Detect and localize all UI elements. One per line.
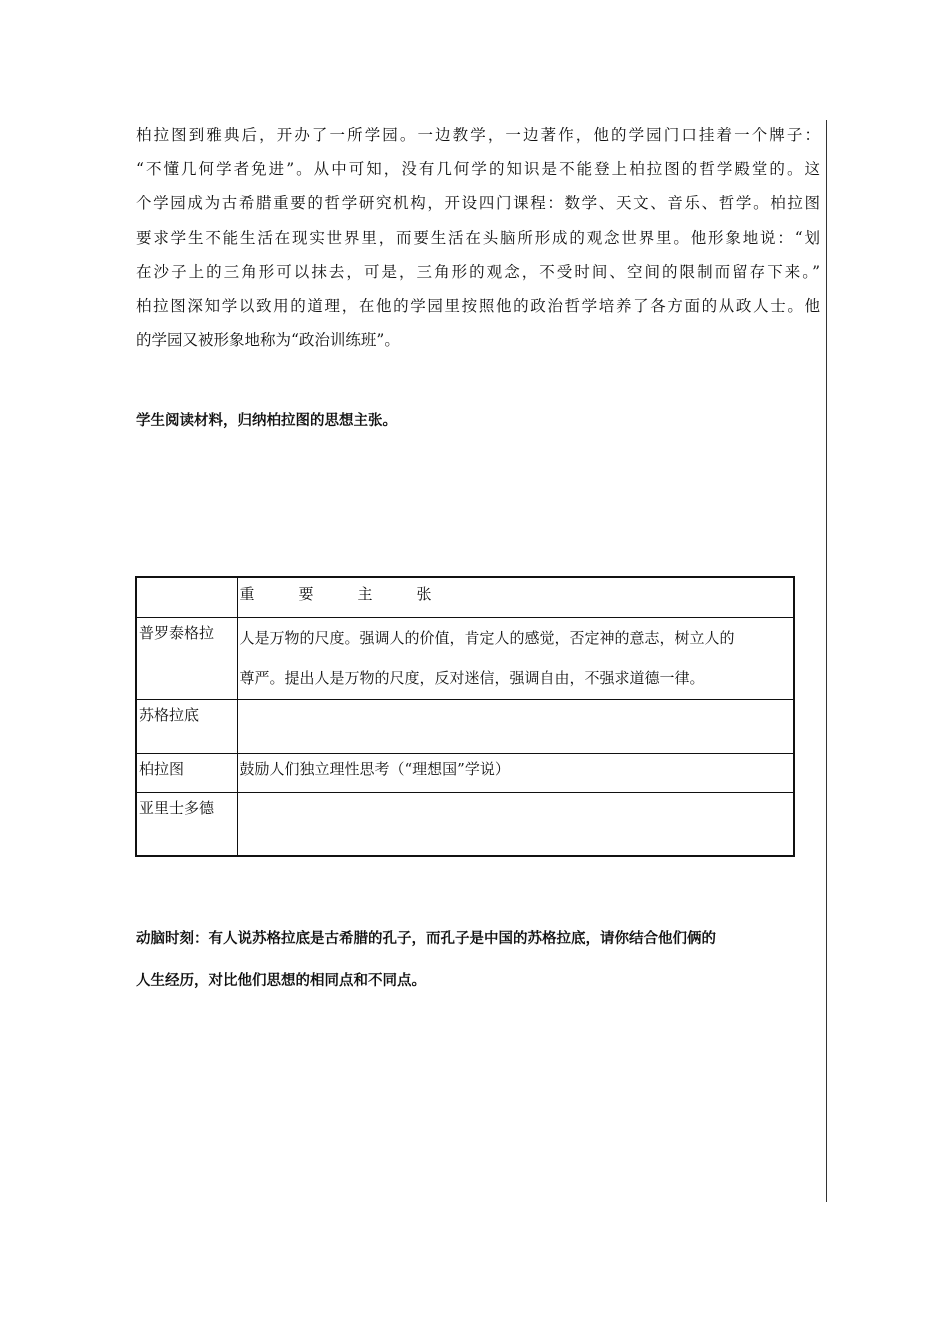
claims-line: 人是万物的尺度。强调人的价值，肯定人的感觉，否定神的意志，树立人的 [239, 628, 735, 647]
reading-line: 个学园成为古希腊重要的哲学研究机构，开设四门课程：数学、天文、音乐、哲学。柏拉图 [136, 194, 820, 213]
table-row [136, 792, 794, 856]
reading-material [136, 118, 820, 357]
reading-instruction: 学生阅读材料，归纳柏拉图的思想主张。 [136, 413, 397, 429]
thinking-prompt [136, 918, 808, 1002]
claims-line: 鼓励人们独立理性思考（“理想国”学说） [239, 759, 510, 778]
philosopher-claims-blank[interactable] [237, 792, 794, 856]
philosopher-name: 柏拉图 [136, 753, 237, 792]
thinking-line: 动脑时刻：有人说苏格拉底是古希腊的孔子，而孔子是中国的苏格拉底，请你结合他们俩的 [136, 931, 716, 947]
reading-line: “不懂几何学者免进”。从中可知，没有几何学的知识是不能登上柏拉图的哲学殿堂的。这 [136, 160, 820, 179]
reading-line: 的学园又被形象地称为“政治训练班”。 [136, 331, 400, 350]
table-header-row [136, 577, 794, 617]
table-row [136, 753, 794, 792]
table-row [136, 699, 794, 753]
table-row [136, 617, 794, 699]
philosopher-name: 苏格拉底 [136, 699, 237, 753]
table-header-label: 重要主张 [239, 585, 476, 603]
reading-line: 柏拉图到雅典后，开办了一所学园。一边教学，一边著作，他的学园门口挂着一个牌子： [136, 126, 820, 144]
philosophers-table [135, 576, 795, 857]
reading-line: 要求学生不能生活在现实世界里，而要生活在头脑所形成的观念世界里。他形象地说：“划 [136, 228, 820, 247]
philosopher-claims [237, 617, 794, 699]
reading-line: 柏拉图深知学以致用的道理，在他的学园里按照他的政治哲学培养了各方面的从政人士。他 [136, 297, 820, 316]
page-margin-line [826, 120, 827, 1202]
table-header-cell [237, 577, 794, 617]
table-header-blank-cell [136, 577, 237, 617]
philosopher-name: 普罗泰格拉 [136, 617, 237, 699]
philosopher-claims-blank[interactable] [237, 699, 794, 753]
philosopher-claims [237, 753, 794, 792]
thinking-line: 人生经历，对比他们思想的相同点和不同点。 [136, 973, 426, 989]
claims-line: 尊严。提出人是万物的尺度，反对迷信，强调自由，不强求道德一律。 [239, 668, 705, 687]
reading-line: 在沙子上的三角形可以抹去，可是，三角形的观念，不受时间、空间的限制而留存下来。” [136, 262, 820, 281]
philosopher-name: 亚里士多德 [136, 792, 237, 856]
